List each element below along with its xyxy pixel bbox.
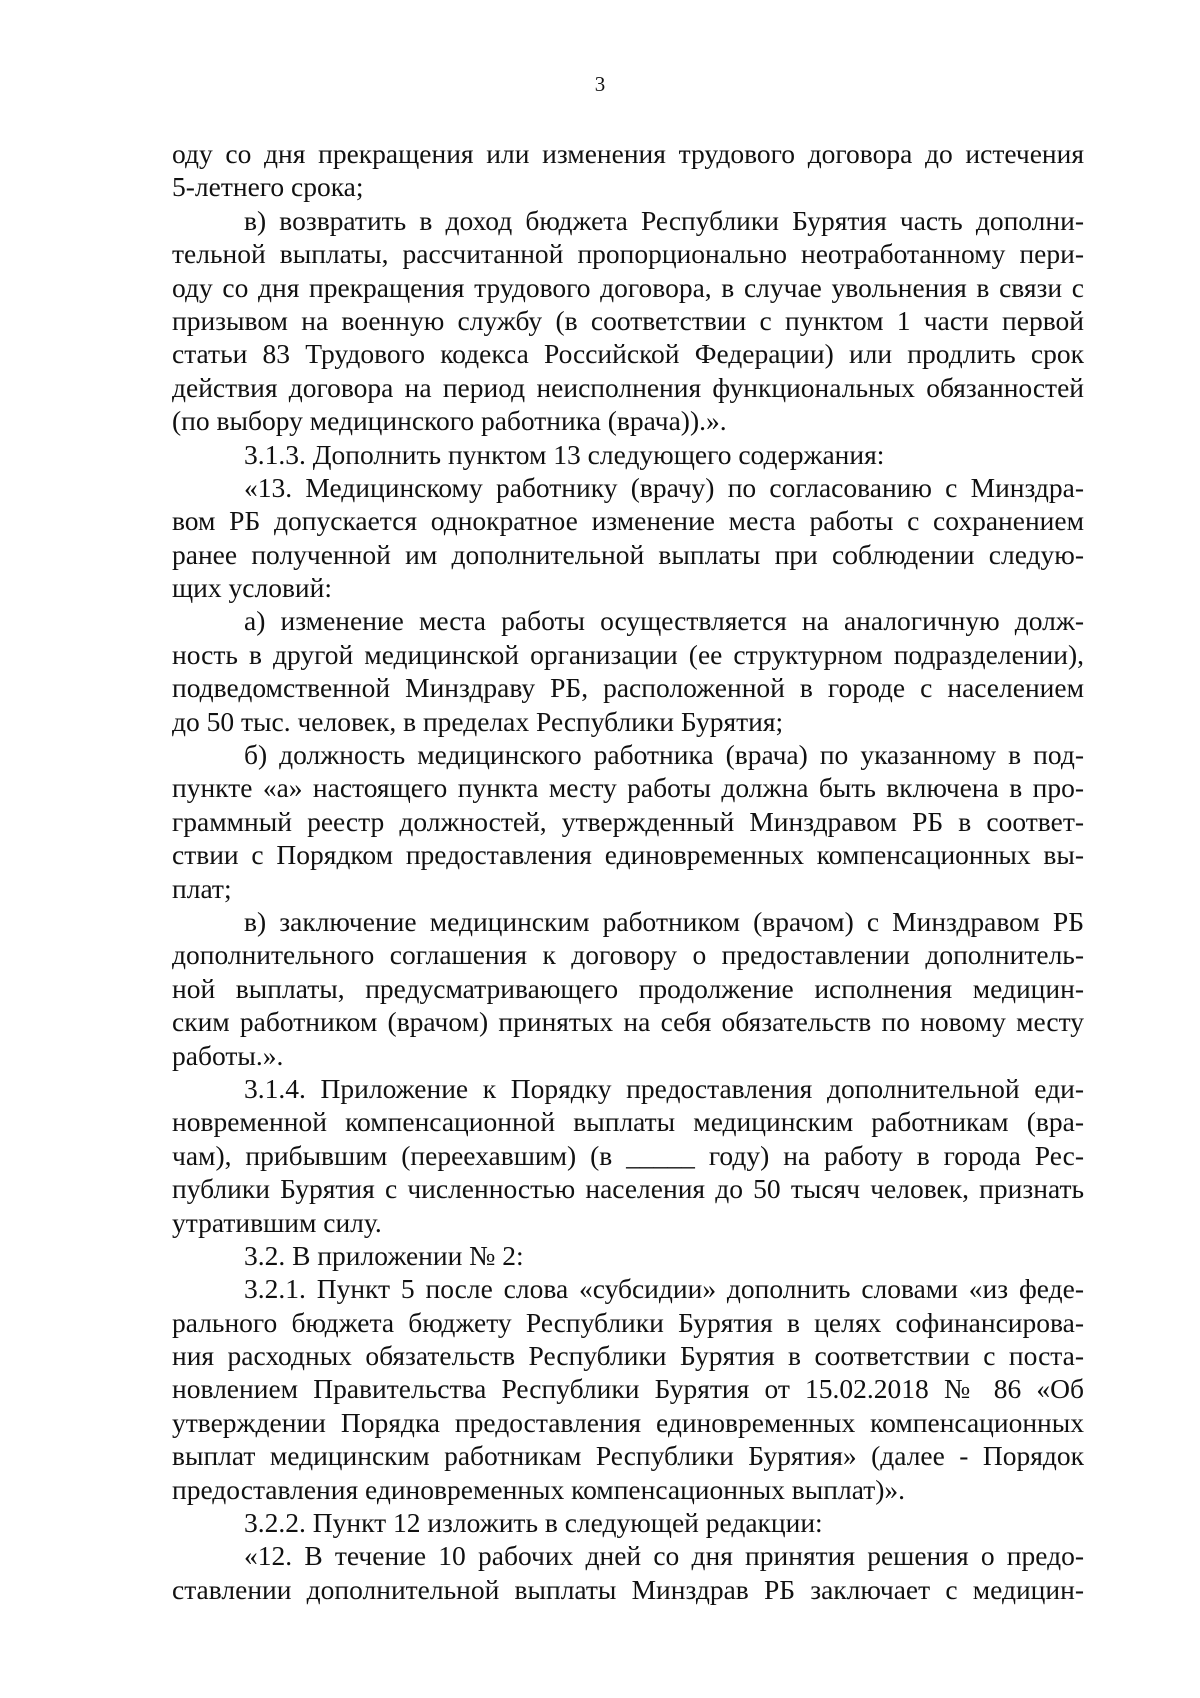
text-line: ранее полученной им дополнительной выплаты при соблюдении следую- <box>172 538 1084 570</box>
text-line: пункте «а» настоящего пункта месту работы должна быть включена в про- <box>172 772 1084 804</box>
text-line: ставлении дополнительной выплаты Минздрав РБ заключает с медицин- <box>172 1573 1084 1605</box>
text-line: 3.1.3. Дополнить пунктом 13 следующего содержания: <box>244 438 885 470</box>
text-line: плат; <box>172 872 232 904</box>
text-line: ствии с Порядком предоставления единовременных компенсационных вы- <box>172 839 1084 871</box>
text-line: б) должность медицинского работника (врача) по указанному в под- <box>244 739 1084 771</box>
document-body <box>172 137 1084 1606</box>
text-line: действия договора на период неисполнения функциональных обязанностей <box>172 371 1084 403</box>
text-line: «13. Медицинскому работнику (врачу) по согласованию с Минздра- <box>244 471 1084 503</box>
text-line: новременной компенсационной выплаты медицинским работникам (вра- <box>172 1106 1084 1138</box>
text-line: утверждении Порядка предоставления единовременных компенсационных <box>172 1406 1084 1438</box>
text-line: (по выбору медицинского работника (врача)).». <box>172 405 727 437</box>
text-line: оду со дня прекращения или изменения трудового договора до истечения <box>172 138 1084 169</box>
text-line: ским работником (врачом) принятых на себя обязательств по новому месту <box>172 1006 1084 1038</box>
text-line: до 50 тыс. человек, в пределах Республики Бурятия; <box>172 705 784 737</box>
text-line: чам), прибывшим (переехавшим) (в _____ году) на работу в города Рес- <box>172 1139 1084 1171</box>
text-line: рального бюджета бюджету Республики Бурятия в целях софинансирова- <box>172 1306 1084 1338</box>
text-line: ность в другой медицинской организации (ее структурном подразделении), <box>172 638 1084 670</box>
text-line: предоставления единовременных компенсационных выплат)». <box>172 1473 906 1505</box>
text-line: щих условий: <box>172 572 333 604</box>
text-line: 3.2.2. Пункт 12 изложить в следующей редакции: <box>244 1507 823 1539</box>
text-line: 3.2. В приложении № 2: <box>244 1239 524 1271</box>
text-line: а) изменение места работы осуществляется на аналогичную долж- <box>244 605 1084 637</box>
text-line: подведомственной Минздраву РБ, расположенной в городе с населением <box>172 672 1084 704</box>
text-line: «12. В течение 10 рабочих дней со дня принятия решения о предо- <box>244 1540 1084 1572</box>
text-line: призывом на военную службу (в соответствии с пунктом 1 части первой <box>172 304 1084 336</box>
text-line: выплат медицинским работникам Республики Бурятия» (далее - Порядок <box>172 1440 1084 1472</box>
text-line: дополнительного соглашения к договору о предоставлении дополнитель- <box>172 939 1084 971</box>
text-line: в) заключение медицинским работником (врачом) с Минздравом РБ <box>244 905 1084 937</box>
text-line: работы.». <box>172 1039 284 1071</box>
text-line: граммный реестр должностей, утвержденный Минздравом РБ в соответ- <box>172 805 1084 837</box>
text-line: 5-летнего срока; <box>172 171 364 203</box>
text-line: ния расходных обязательств Республики Бурятия в соответствии с поста- <box>172 1340 1084 1372</box>
page-number: 3 <box>594 72 606 96</box>
text-line: в) возвратить в доход бюджета Республики Бурятия часть дополни- <box>244 204 1084 236</box>
text-line: вом РБ допускается однократное изменение места работы с сохранением <box>172 505 1084 537</box>
text-line: тельной выплаты, рассчитанной пропорционально неотработанному пери- <box>172 238 1084 270</box>
text-line: 3.1.4. Приложение к Порядку предоставления дополнительной еди- <box>244 1072 1084 1104</box>
text-line: новлением Правительства Республики Бурятия от 15.02.2018 № 86 «Об <box>172 1373 1084 1405</box>
text-line: ной выплаты, предусматривающего продолжение исполнения медицин- <box>172 972 1084 1004</box>
text-line: публики Бурятия с численностью населения до 50 тысяч человек, признать <box>172 1173 1084 1205</box>
text-line: оду со дня прекращения трудового договора, в случае увольнения в связи с <box>172 271 1084 303</box>
text-line: 3.2.1. Пункт 5 после слова «субсидии» дополнить словами «из феде- <box>244 1273 1084 1305</box>
text-line: утратившим силу. <box>172 1206 382 1238</box>
text-line: статьи 83 Трудового кодекса Российской Федерации) или продлить срок <box>172 338 1084 370</box>
